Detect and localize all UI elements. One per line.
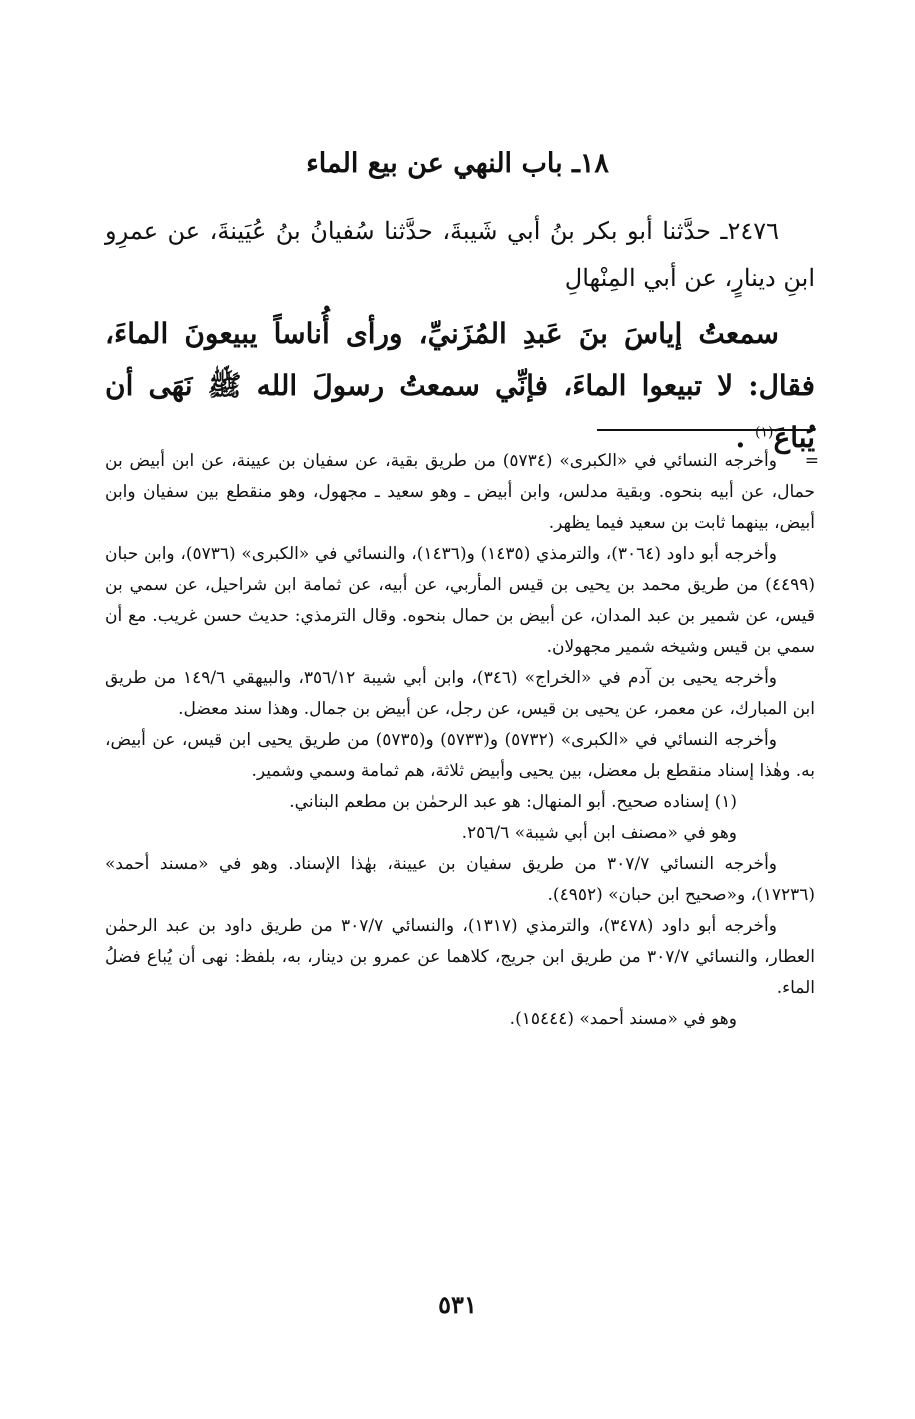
page-number: ٥٣١: [438, 1290, 477, 1319]
hadith-end: .: [735, 421, 756, 454]
footnote-reference[interactable]: (١): [755, 424, 774, 441]
footnote-continuation: [105, 446, 819, 539]
chapter-heading: ١٨ـ باب النهي عن بيع الماء: [306, 148, 609, 179]
footnote-paragraph: وأخرجه النسائي في «الكبرى» (٥٧٣٢) و(٥٧٣٣) و(٥٧٣٥) من طريق يحيى ابن قيس، عن أبيض، به. وهٰذا إسناد منقطع بل معضل، بين يحيى وأبيض ثلاثة، هم ثمامة وسمي وشمير.: [105, 730, 815, 781]
footnote-separator: [597, 429, 815, 431]
hadith-matn: [105, 308, 815, 464]
footnote-1-head: (١) إسناده صحيح. أبو المنهال: هو عبد الرحمٰن بن مطعم البناني.: [289, 792, 737, 812]
hadith-matn-text: سمعتُ إياسَ بنَ عَبدِ المُزَنيِّ، ورأى أُناساً يبيعونَ الماءَ، فقال: لا تبيعوا الماءَ، فإنِّي سمعتُ رسولَ الله ﷺ نَهَى أن يُباعَ: [105, 317, 815, 454]
footnote-1-line: وهو في «مسند أحمد» (١٥٤٤٤).: [509, 1009, 737, 1029]
footnote-paragraph: وأخرجه أبو داود (٣٠٦٤)، والترمذي (١٤٣٥) و(١٤٣٦)، والنسائي في «الكبرى» (٥٧٣٦)، وابن حبان (٤٤٩٩) من طريق محمد بن يحيى بن قيس المأربي، عن أبيه، عن ثمامة ابن شراحيل، عن سمي بن قيس، عن شمير بن عبد المدان، عن أبيض بن حمال بنحوه. وقال الترمذي: حديث حسن غريب. مع أن سمي بن قيس وشيخه شمير مجهولان.: [105, 544, 815, 657]
footnote-paragraph: وأخرجه يحيى بن آدم في «الخراج» (٣٤٦)، وابن أبي شيبة ١٢/‏٣٥٦، والبيهقي ٦/‏١٤٩ من طريق ابن المبارك، عن معمر، عن يحيى بن قيس، عن رجل، عن أبيض بن جمال. وهذا سند معضل.: [105, 668, 815, 719]
hadith-text: [105, 208, 815, 464]
hadith-isnad: ٢٤٧٦ـ حدَّثنا أبو بكر بنُ أبي شَيبةَ، حدَّثنا سُفيانُ بنُ عُيَينةَ، عن عمرِو ابنِ دينارٍ، عن أبي المِنْهالِ: [105, 217, 815, 292]
footnote-1-line: وأخرجه أبو داود (٣٤٧٨)، والترمذي (١٣١٧)، والنسائي ٧/‏٣٠٧ من طريق داود بن عبد الرحمٰن العطار، والنسائي ٧/‏٣٠٧ من طريق ابن جريج، كلاهما عن عمرو بن دينار، به، بلفظ: نهى أن يُباع فضلُ الماء.: [105, 916, 815, 998]
footnotes: [105, 446, 819, 1035]
footnote-1-line: وهو في «مصنف ابن أبي شيبة» ٦/‏٢٥٦.: [461, 823, 737, 843]
footnote-continuation-text: وأخرجه النسائي في «الكبرى» (٥٧٣٤) من طريق بقية، عن سفيان بن عيينة، عن ابن أبيض بن حمال، عن أبيه بنحوه. وبقية مدلس، وابن أبيض ـ وهو سعيد ـ مجهول، وهو منقطع بين سفيان وابن أبيض، بينهما ثابت بن سعيد فيما يظهر.: [105, 451, 815, 533]
continuation-mark: =: [804, 451, 819, 471]
footnote-1-line: وأخرجه النسائي ٧/‏٣٠٧ من طريق سفيان بن عيينة، بهٰذا الإسناد. وهو في «مسند أحمد» (١٧٢٣٦)، و«صحيح ابن حبان» (٤٩٥٢).: [105, 854, 815, 905]
